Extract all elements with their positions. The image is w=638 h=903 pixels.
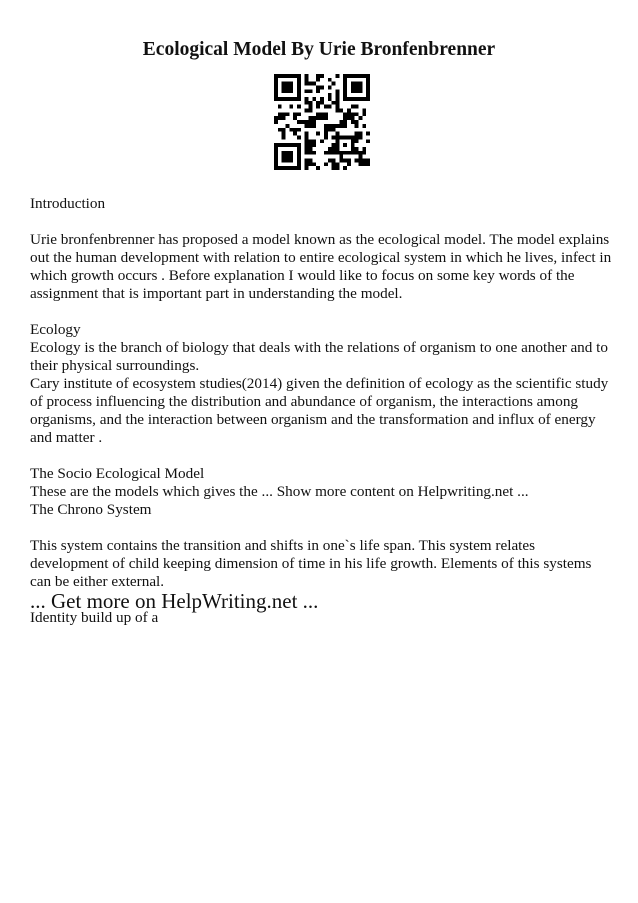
ecology-paragraph-2: Cary institute of ecosystem studies(2014) given the definition of ecology as the scientific study of process influencing the distribution and abundance of organism, the interactions among organisms, and the interaction between organism and the transformation and influx of energy and matter . bbox=[30, 375, 609, 446]
ecology-paragraph-1: Ecology is the branch of biology that deals with the relations of organism to one another and to their physical surroundings. bbox=[30, 339, 608, 374]
identity-text: Identity build up of a bbox=[30, 609, 159, 626]
chrono-paragraph: This system contains the transition and shifts in one`s life span. This system relates development of child keeping dimension of time in his life growth. Elements of this systems can be either external. bbox=[30, 537, 592, 590]
ecology-heading: Ecology bbox=[30, 321, 81, 338]
document-title: Ecological Model By Urie Bronfenbrenner bbox=[142, 39, 496, 60]
get-more-link[interactable]: ... Get more on HelpWriting.net ... bbox=[30, 589, 319, 613]
qr-code-icon bbox=[274, 74, 370, 170]
intro-paragraph: Urie bronfenbrenner has proposed a model known as the ecological model. The model explains out the human development with relation to entire ecological system in which he lives, infect in which growth occurs . Before explanation I would like to focus on some key words of the assignment that is important part in understanding the model. bbox=[30, 231, 612, 302]
socio-paragraph: These are the models which gives the ... Show more content on Helpwriting.net ... bbox=[30, 483, 529, 500]
socio-heading: The Socio Ecological Model bbox=[30, 465, 205, 482]
intro-heading: Introduction bbox=[30, 195, 106, 212]
chrono-heading: The Chrono System bbox=[30, 501, 152, 518]
document-body bbox=[30, 195, 614, 627]
